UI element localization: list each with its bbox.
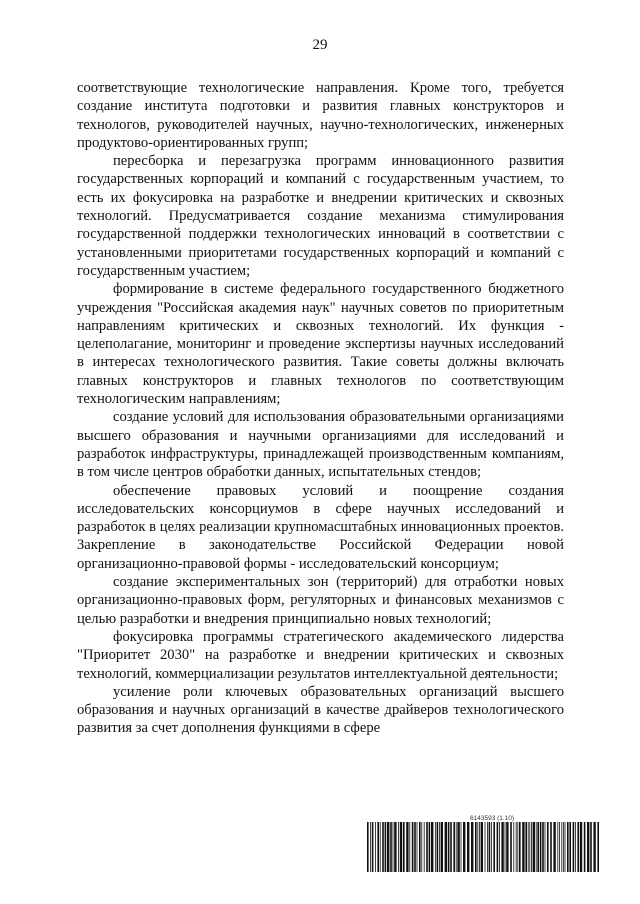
paragraph: формирование в системе федерального государственного бюджетного учреждения "Российская академия наук" научных советов по приоритетным направлениям критических и сквозных технологий. Их функция - целеполагание, мониторинг и проведение экспертизы научных исследований в интересах технологического развития. Такие советы должны включать главных конструкторов и главных технологов по соответствующим технологическим направлениям; [77,281,564,408]
paragraph: соответствующие технологические направления. Кроме того, требуется создание института подготовки и развития главных конструкторов и технологов, руководителей научных, научно-технологических, инженерных продуктово-ориентированных групп; [77,80,564,151]
document-code: 6143593 (1.10) [470,815,515,822]
paragraph: фокусировка программы стратегического академического лидерства "Приоритет 2030" на разработке и внедрении критических и сквозных технологий, коммерциализации результатов интеллектуальной деятельности; [77,628,564,682]
paragraph: создание экспериментальных зон (территорий) для отработки новых организационно-правовых форм, регуляторных и финансовых механизмов с целью разработки и внедрения принципиально новых технологий; [77,574,564,627]
paragraph: пересборка и перезагрузка программ инновационного развития государственных корпораций и компаний с государственным участием, то есть их фокусировка на разработке и внедрении критических и сквозных технологий. Предусматривается создание механизма стимулирования государственной поддержки технологических инноваций в соответствии с установленными приоритетами государственных корпораций и компаний с государственным участием; [77,153,564,279]
paragraph: обеспечение правовых условий и поощрение создания исследовательских консорциумов в сфере научных исследований и разработок в целях реализации крупномасштабных инновационных проектов. Закрепление в законодательстве Российской Федерации новой организационно-правовой формы - исследовательский консорциум; [77,482,564,572]
document-body [77,79,564,738]
barcode-icon [367,822,602,872]
paragraph: создание условий для использования образовательными организациями высшего образования и научными организациями для исследований и разработок инфраструктуры, принадлежащей производственным компаниям, в том числе центров обработки данных, испытательных стендов; [77,409,564,481]
paragraph: усиление роли ключевых образовательных организаций высшего образования и научных организаций в качестве драйверов технологического развития за счет дополнения функциями в сфере [77,683,564,737]
page-number: 29 [312,37,328,53]
